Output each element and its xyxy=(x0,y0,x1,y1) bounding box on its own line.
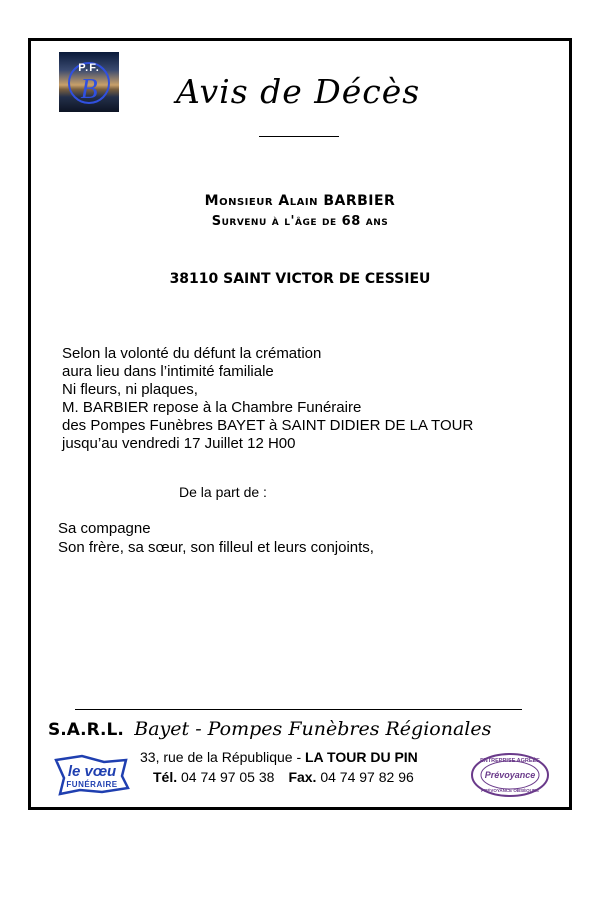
logo-pf-text: P.F. xyxy=(78,62,100,74)
tel-value: 04 74 97 05 38 xyxy=(177,769,275,785)
title-divider xyxy=(259,136,339,137)
deceased-city: 38110 SAINT VICTOR DE CESSIEU xyxy=(169,271,431,287)
address-street: 33, rue de la République - xyxy=(140,749,305,765)
fax-value: 04 74 97 82 96 xyxy=(316,769,414,785)
body-line: des Pompes Funèbres BAYET à SAINT DIDIER DE LA TOUR xyxy=(62,417,474,434)
address-city: LA TOUR DU PIN xyxy=(305,749,418,765)
body-line: Selon la volonté du défunt la crémation xyxy=(62,345,322,362)
fax-label: Fax. xyxy=(288,769,317,785)
le-voeu-funeraire-logo xyxy=(52,754,132,796)
logo-b-letter: B xyxy=(80,74,98,105)
voeu-logo-subtext: FUNÉRAIRE xyxy=(66,780,118,789)
company-phones xyxy=(153,769,414,785)
footer-divider xyxy=(75,709,522,710)
seal-bottom-text: PRÉVOYANCE OBSÈQUES xyxy=(481,788,539,793)
company-prefix: S.A.R.L. xyxy=(48,720,124,740)
deceased-name: Monsieur Alain BARBIER xyxy=(204,193,396,209)
notice-body xyxy=(62,345,473,453)
pf-logo xyxy=(59,52,119,112)
tel-label: Tél. xyxy=(153,769,178,785)
entreprise-agreee-seal xyxy=(470,752,550,798)
notice-title: Avis de Décès xyxy=(176,72,421,111)
seal-center-text: Prévoyance xyxy=(484,770,536,780)
deceased-age: Survenu à l'âge de 68 ans xyxy=(211,214,389,229)
seal-top-text: ENTREPRISE AGRÉÉE xyxy=(480,758,540,764)
body-line: M. BARBIER repose à la Chambre Funéraire xyxy=(62,399,362,416)
company-name: Bayet - Pompes Funèbres Régionales xyxy=(134,718,492,740)
family-list xyxy=(58,519,374,557)
body-line: jusqu’au vendredi 17 Juillet 12 H00 xyxy=(62,435,296,452)
company-line xyxy=(48,718,491,740)
voeu-logo-text: le vœu xyxy=(67,763,117,780)
company-address xyxy=(140,749,418,765)
body-line: Ni fleurs, ni plaques, xyxy=(62,381,198,398)
body-line: aura lieu dans l’intimité familiale xyxy=(62,363,274,380)
from-label: De la part de : xyxy=(179,484,267,500)
family-line: Sa compagne xyxy=(58,520,151,537)
family-line: Son frère, sa sœur, son filleul et leurs conjoints, xyxy=(58,539,374,556)
